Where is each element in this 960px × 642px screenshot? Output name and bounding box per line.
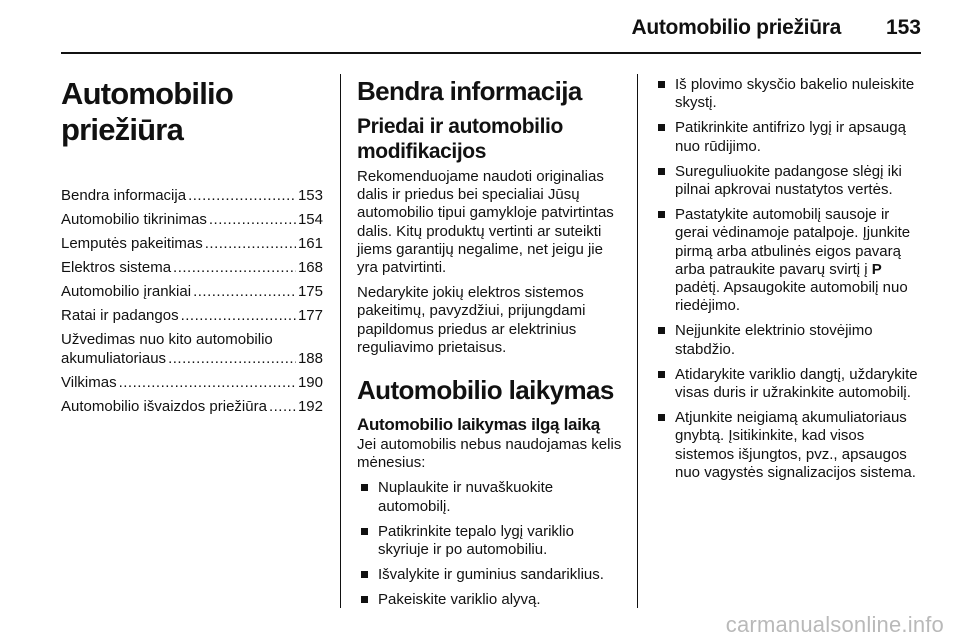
toc-entry-page: 153 (297, 187, 323, 204)
list-item-text-before: Pastatykite automobilį sausoje ir gerai vėdinamoje patalpoje. Įjunkite pirmą arba atbulinės eigos pavarą arba patraukite pavarų svirtį į (675, 206, 911, 278)
paragraph-storage-intro: Jei automobilis nebus naudojamas kelis mėnesius: (357, 436, 622, 472)
paragraph-parts: Rekomenduojame naudoti originalias dalis ir priedus bei specialiai Jūsų automobilio tipui gamykloje patvirtintas dalis. Kitų produktų vertinti ar suteikti jiems garantijų negalime, net jeigu jie yra patvirtinti. (357, 168, 614, 277)
toc-leader (209, 210, 296, 229)
list-item: Neįjunkite elektrinio stovėjimo stabdžio. (654, 322, 924, 358)
header-rule (61, 52, 921, 54)
storage-checklist-continued (654, 76, 924, 482)
toc-leader (188, 186, 296, 205)
toc-entry[interactable] (61, 186, 323, 205)
toc-entry-page: 168 (297, 259, 323, 276)
toc-entry-page: 190 (297, 374, 323, 391)
toc-leader (205, 234, 296, 253)
toc-leader (193, 282, 296, 301)
toc-entry-title: Automobilio tikrinimas (61, 211, 207, 228)
column-divider-1 (340, 74, 341, 608)
page-header (61, 16, 921, 52)
toc-entry-page: 161 (297, 235, 323, 252)
toc-entry[interactable] (61, 306, 323, 325)
list-item (654, 206, 924, 315)
watermark: carmanualsonline.info (725, 612, 944, 637)
toc-entry-page: 192 (297, 398, 323, 415)
list-item-text-after: padėtį. Apsaugokite automobilį nuo riedėjimo. (675, 279, 908, 315)
subheading-long-storage: Automobilio laikymas ilgą laiką (357, 415, 600, 435)
toc-entry-title: Automobilio įrankiai (61, 283, 192, 300)
content-column-3 (654, 76, 924, 489)
toc-entry-page: 154 (297, 211, 323, 228)
toc-column (61, 76, 323, 421)
list-item: Iš plovimo skysčio bakelio nuleiskite skystį. (654, 76, 924, 112)
toc-leader (173, 258, 296, 277)
paragraph-electrical: Nedarykite jokių elektros sistemos pakeitimų, pavyzdžiui, prijungdami papildomus priedus ar elektrinius reguliavimo prietaisus. (357, 284, 586, 356)
toc-entry-title: Bendra informacija (61, 187, 187, 204)
column-divider-2 (637, 74, 638, 608)
toc-entry-page: 175 (297, 283, 323, 300)
section-heading-general: Bendra informacija (357, 76, 582, 106)
toc-entry[interactable] (61, 234, 323, 253)
storage-checklist (357, 479, 623, 609)
list-item: Patikrinkite antifrizo lygį ir apsaugą nuo rūdijimo. (654, 119, 924, 155)
list-item: Atjunkite neigiamą akumuliatoriaus gnybtą. Įsitikinkite, kad visos sistemos išjungtos, pvz., apsaugos nuo vagystės signalizacijos sistema. (654, 409, 924, 482)
toc-entry-page: 177 (297, 307, 323, 324)
subheading-accessories: Priedai ir automobilio modifikacijos (357, 115, 563, 163)
page-number: 153 (885, 16, 921, 39)
chapter-title: Automobilio priežiūra (61, 76, 233, 147)
toc-entry-title: Elektros sistema (61, 259, 172, 276)
list-item: Patikrinkite tepalo lygį variklio skyriuje ir po automobiliu. (357, 523, 623, 559)
list-item: Nuplaukite ir nuvaškuokite automobilį. (357, 479, 623, 515)
list-item: Pakeiskite variklio alyvą. (357, 591, 623, 609)
section-heading-storage: Automobilio laikymas (357, 375, 614, 406)
toc-entry-title: Vilkimas (61, 374, 117, 391)
toc-entry-title: Ratai ir padangos (61, 307, 179, 324)
toc-leader (269, 397, 296, 416)
toc-entry-title-line2: akumuliatoriaus (61, 350, 167, 367)
toc-entry-title: Automobilio išvaizdos priežiūra (61, 398, 267, 415)
toc-entry[interactable] (61, 258, 323, 277)
toc-entry-title-line1: Užvedimas nuo kito automobilio (61, 331, 273, 348)
toc-entry[interactable] (61, 397, 323, 416)
list-item: Sureguliuokite padangose slėgį iki pilnai apkrovai nustatytos vertės. (654, 163, 924, 199)
toc-leader (181, 306, 296, 325)
running-header-title: Automobilio priežiūra (631, 16, 841, 39)
toc-entry-title: Lemputės pakeitimas (61, 235, 203, 252)
list-item: Atidarykite variklio dangtį, uždarykite visas duris ir užrakinkite automobilį. (654, 366, 924, 402)
toc-entry[interactable] (61, 210, 323, 229)
content-column-2 (357, 76, 623, 617)
toc-entry-page: 188 (297, 350, 323, 367)
toc-entry[interactable] (61, 330, 323, 368)
toc-leader (119, 373, 296, 392)
toc-entry[interactable] (61, 282, 323, 301)
list-item: Išvalykite ir guminius sandariklius. (357, 566, 623, 584)
gear-position-p: P (871, 260, 882, 278)
toc-entry[interactable] (61, 373, 323, 392)
toc-leader (168, 349, 296, 368)
